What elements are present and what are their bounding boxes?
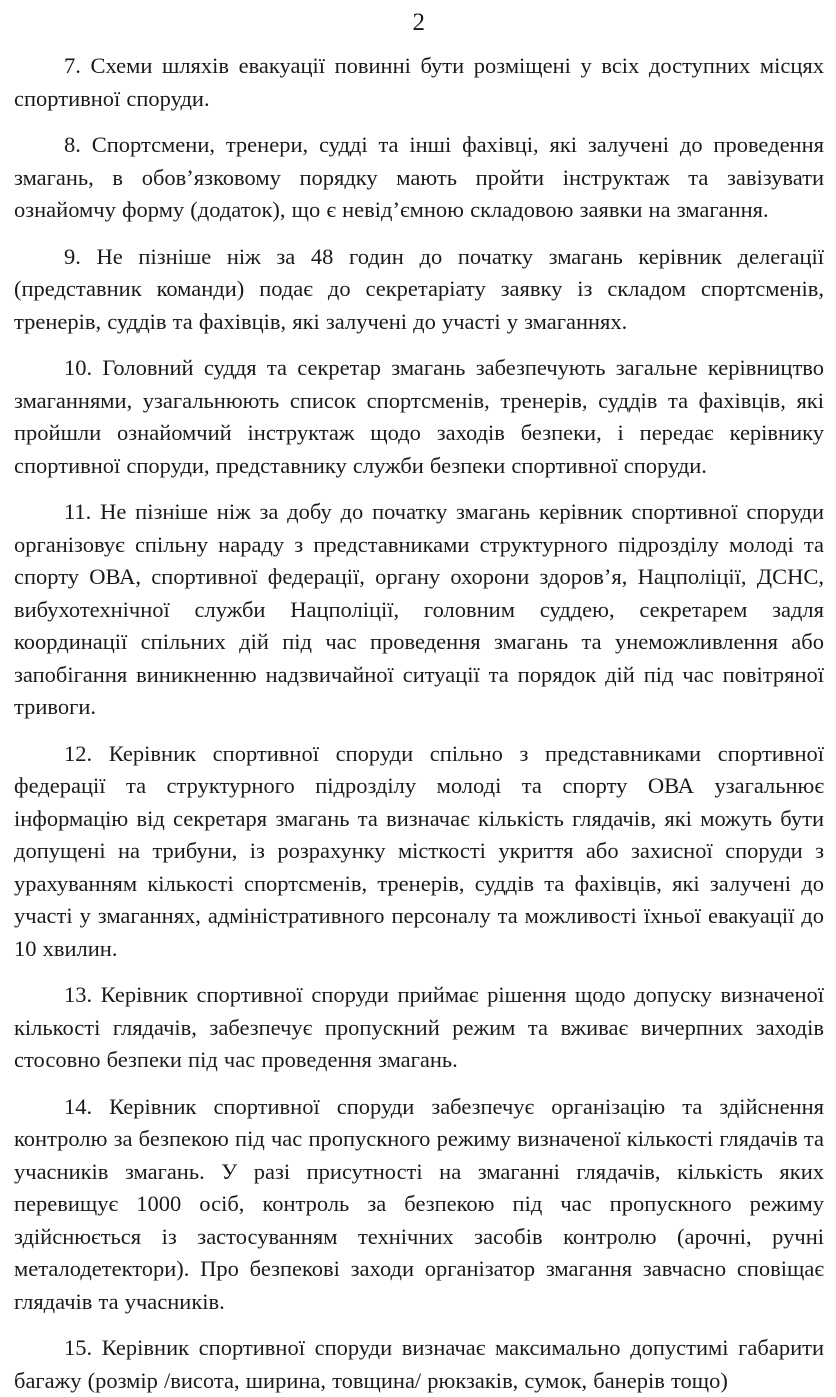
paragraph-15: 15. Керівник спортивної споруди визначає максимально допустимі габарити багажу (розмір /висота, ширина, товщина/ рюкзаків, сумок, банерів тощо) [14,1335,824,1393]
page-number: 2 [412,9,426,36]
paragraph-7: 7. Схеми шляхів евакуації повинні бути розміщені у всіх доступних місцях спортивної споруди. [14,53,824,111]
paragraph-8: 8. Спортсмени, тренери, судді та інші фахівці, які залучені до проведення змагань, в обов’язковому порядку мають пройти інструктаж та завізувати ознайомчу форму (додаток), що є невід’ємною складовою заявки на змагання. [14,132,824,222]
paragraph-9: 9. Не пізніше ніж за 48 годин до початку змагань керівник делегації (представник команди) подає до секретаріату заявку із складом спортсменів, тренерів, суддів та фахівців, які залучені до участі у змаганнях. [14,243,824,334]
paragraph-10: 10. Головний суддя та секретар змагань забезпечують загальне керівництво змаганнями, узагальнюють список спортсменів, тренерів, суддів та фахівців, які пройшли ознайомчий інструктаж щодо заходів безпеки, і передає керівнику спортивної споруди, представнику служби безпеки спортивної споруди. [14,355,824,478]
paragraph-11: 11. Не пізніше ніж за добу до початку змагань керівник спортивної споруди організовує спільну нараду з представниками структурного підрозділу молоді та спорту ОВА, спортивної федерації, органу охорони здоров’я, Нацполіції, ДСНС, вибухотехнічної служби Нацполіції, головним суддею, секретарем задля координації спільних дій під час проведення змагань та унеможливлення або запобігання виникненню надзвичайної ситуації та порядок дій під час повітряної тривоги. [14,499,824,719]
paragraph-14: 14. Керівник спортивної споруди забезпечує організацію та здійснення контролю за безпекою під час пропускного режиму визначеної кількості глядачів та учасників змагань. У разі присутності на змаганні глядачів, кількість яких перевищує 1000 осіб, контроль за безпекою під час пропускного режиму здійснюється із застосуванням технічних засобів контролю (арочні, ручні металодетектори). Про безпекові заходи організатор змагання завчасно сповіщає глядачів та учасників. [14,1093,824,1314]
paragraph-13: 13. Керівник спортивної споруди приймає рішення щодо допуску визначеної кількості глядачів, забезпечує пропускний режим та вживає вичерпних заходів стосовно безпеки під час проведення змагань. [14,982,824,1072]
paragraph-12: 12. Керівник спортивної споруди спільно з представниками спортивної федерації та структурного підрозділу молоді та спорту ОВА узагальнює інформацію від секретаря змагань та визначає кількість глядачів, які можуть бути допущені на трибуни, із розрахунку місткості укриття або захисної споруди з урахуванням кількості спортсменів, тренерів, суддів та фахівців, які залучені до участі у змаганнях, адміністративного персоналу та можливості їхньої евакуації до 10 хвилин. [14,740,824,961]
